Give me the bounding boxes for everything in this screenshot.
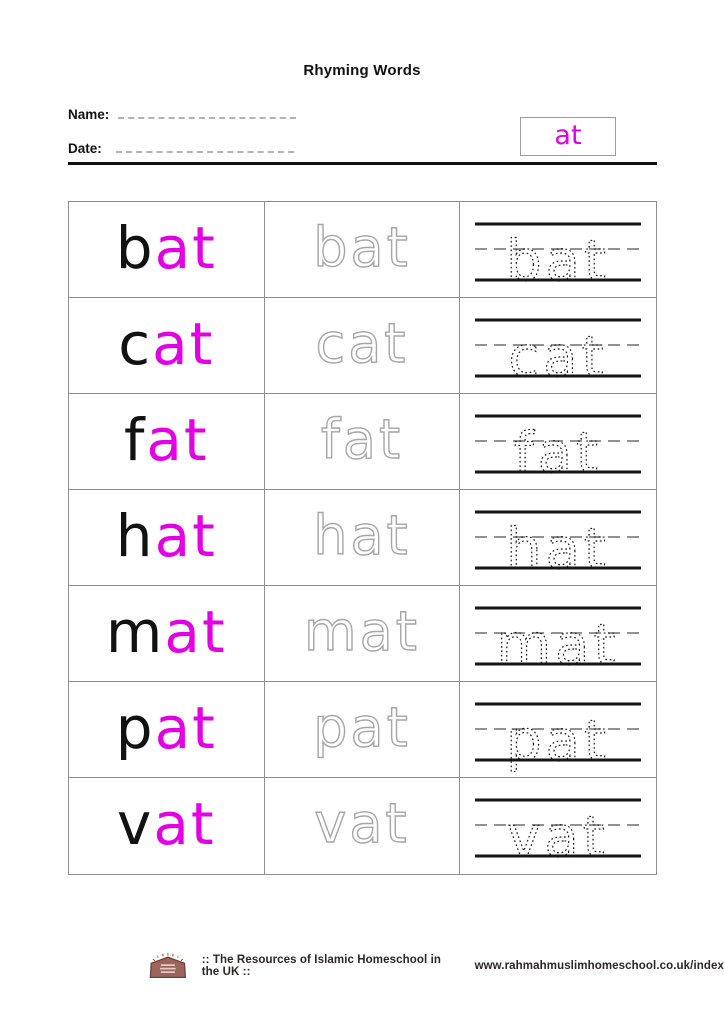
trace-guides (463, 586, 653, 682)
word-outline-cell (265, 202, 461, 298)
word-family-label: at (554, 119, 582, 151)
trace-guides (463, 202, 653, 298)
name-field (68, 106, 296, 122)
trace-word: fat (514, 420, 603, 486)
footer (146, 944, 724, 988)
trace-word: pat (506, 708, 611, 774)
outline-word: bat (313, 215, 411, 279)
word-trace-cell (460, 682, 656, 778)
word-onset: f (123, 405, 147, 474)
word-read-cell (69, 202, 265, 298)
word-rime: at (154, 693, 217, 762)
solid-word (118, 309, 215, 378)
outline-word: vat (314, 792, 410, 855)
name-entry-line (118, 106, 296, 119)
trace-word: bat (506, 228, 611, 294)
word-onset: m (105, 597, 165, 666)
solid-word (115, 213, 217, 282)
outline-word: mat (304, 599, 420, 663)
word-onset: b (115, 213, 155, 282)
word-table (68, 201, 657, 875)
word-read-cell (69, 682, 265, 778)
word-outline-cell (265, 394, 461, 490)
word-read-cell (69, 394, 265, 490)
date-field (68, 140, 294, 156)
word-trace-cell (460, 298, 656, 394)
trace-guides (463, 778, 653, 874)
solid-word (117, 790, 216, 858)
word-read-cell (69, 298, 265, 394)
word-outline-cell (265, 778, 461, 874)
header-divider (68, 162, 657, 165)
word-family-box (520, 117, 616, 156)
word-rime: at (154, 501, 217, 570)
trace-guides (463, 682, 653, 778)
solid-word (123, 405, 209, 474)
solid-word (115, 501, 217, 570)
word-read-cell (69, 778, 265, 874)
word-trace-cell (460, 490, 656, 586)
solid-word (115, 693, 217, 762)
word-onset: p (115, 693, 155, 762)
trace-word: mat (496, 612, 620, 678)
name-label: Name: (68, 107, 110, 122)
date-entry-line (116, 140, 294, 153)
word-outline-cell (265, 682, 461, 778)
word-trace-cell (460, 778, 656, 874)
trace-word: cat (508, 324, 608, 390)
trace-guides (463, 394, 653, 490)
trace-guides (463, 298, 653, 394)
word-rime: at (164, 597, 227, 666)
word-rime: at (154, 213, 217, 282)
word-outline-cell (265, 298, 461, 394)
word-onset: h (115, 501, 155, 570)
outline-word: cat (315, 311, 409, 375)
page-title: Rhyming Words (303, 62, 421, 79)
homeschool-house-logo-icon (146, 946, 190, 986)
word-trace-cell (460, 394, 656, 490)
outline-word: pat (313, 695, 411, 759)
date-label: Date: (68, 141, 102, 156)
word-rime: at (146, 405, 209, 474)
trace-word: hat (506, 516, 611, 582)
outline-word: fat (320, 407, 404, 471)
trace-guides (463, 490, 653, 586)
outline-word: hat (313, 503, 411, 567)
word-trace-cell (460, 202, 656, 298)
word-onset: v (117, 790, 154, 858)
word-read-cell (69, 586, 265, 682)
word-rime: at (152, 309, 215, 378)
trace-word: vat (507, 805, 609, 870)
word-onset: c (118, 309, 153, 378)
word-trace-cell (460, 586, 656, 682)
word-read-cell (69, 490, 265, 586)
solid-word (105, 597, 227, 666)
word-rime: at (153, 790, 216, 858)
word-outline-cell (265, 586, 461, 682)
word-outline-cell (265, 490, 461, 586)
footer-url: www.rahmahmuslimhomeschool.co.uk/index (474, 960, 724, 972)
footer-site-name: :: The Resources of Islamic Homeschool in the UK :: (201, 954, 442, 978)
